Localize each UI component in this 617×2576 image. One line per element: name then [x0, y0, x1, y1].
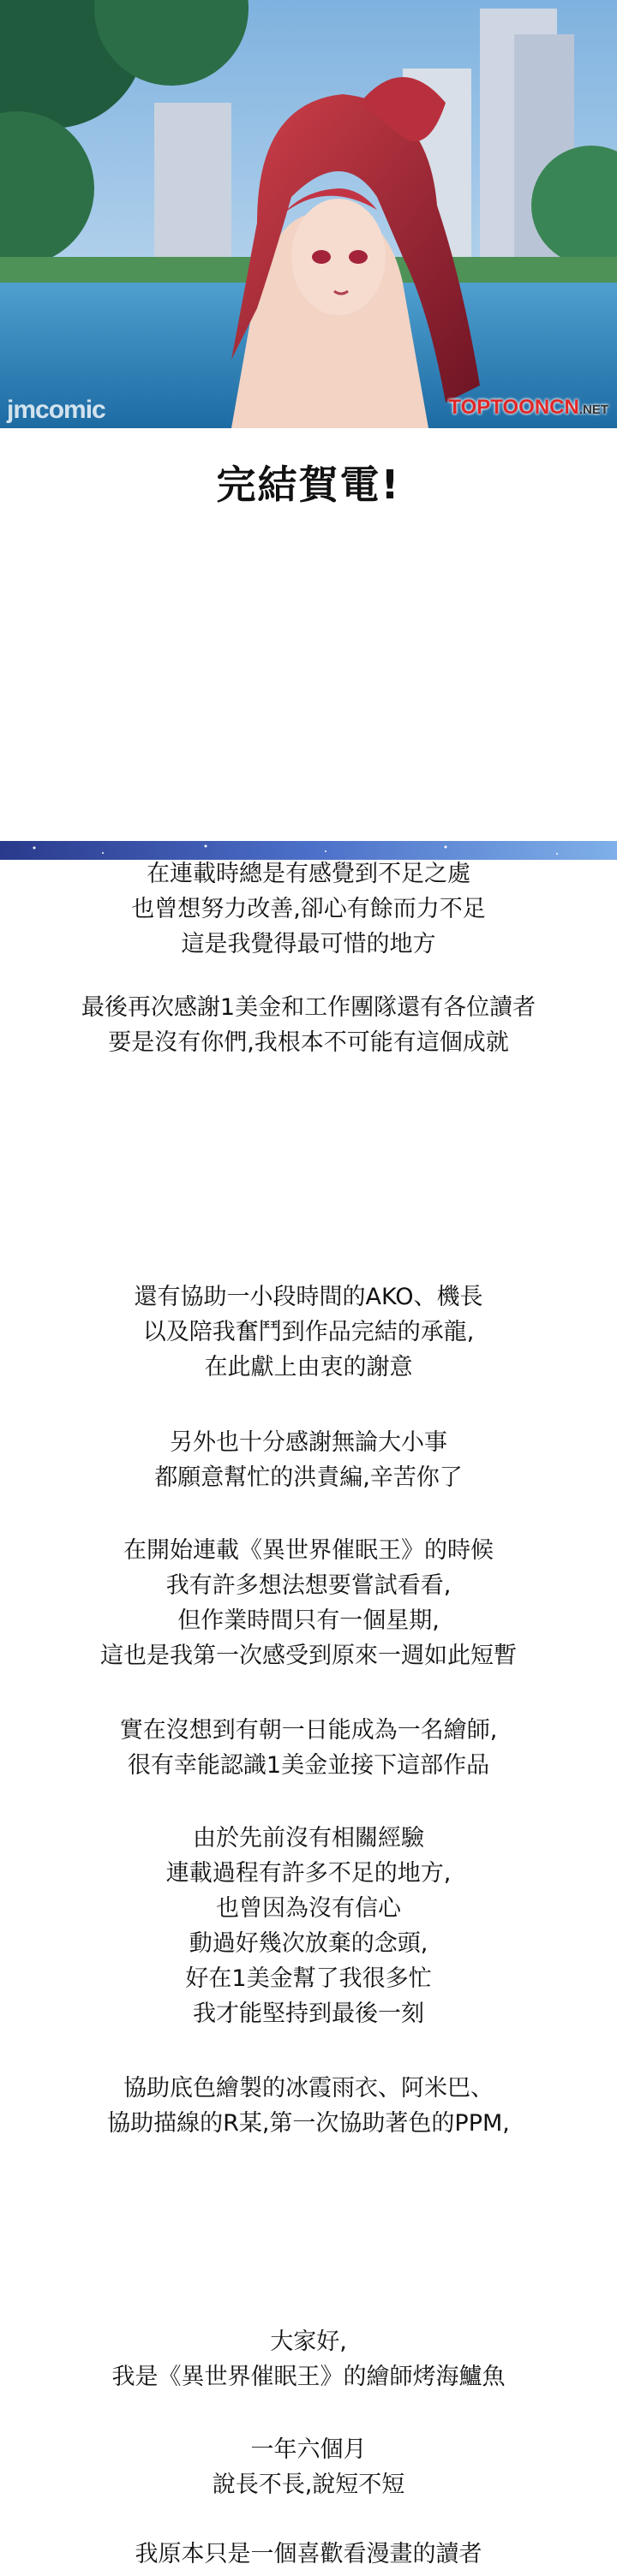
- text-line: 我是《異世界催眠王》的繪師烤海鱸魚: [111, 2364, 506, 2390]
- text-line: 協助底色繪製的冰霞雨衣、阿米巴、: [123, 2075, 494, 2102]
- stanza-8: [0, 2071, 617, 2141]
- stanza-5: [0, 1533, 617, 1673]
- text-line: 連載過程有許多不足的地方,: [165, 1860, 452, 1887]
- stanza-9: [0, 2324, 617, 2394]
- text-line: 這是我覺得最可惜的地方: [181, 931, 436, 957]
- text-line: 我有許多想法想要嘗試看看,: [165, 1572, 452, 1599]
- text-line: 大家好,: [270, 2329, 347, 2355]
- text-line: 也曾因為沒有信心: [216, 1895, 401, 1922]
- text-line: 以及陪我奮鬥到作品完結的承龍,: [142, 1319, 475, 1345]
- text-line: 在連載時總是有感覺到不足之處: [147, 861, 470, 887]
- text-line: 協助描線的R某,第一次協助著色的PPM,: [107, 2110, 510, 2137]
- stanza-2: [0, 990, 617, 1060]
- text-line: 動過好幾次放棄的念頭,: [189, 1930, 428, 1957]
- page-title: 完結賀電!: [216, 462, 401, 508]
- text-line: 好在1美金幫了我很多忙: [185, 1965, 432, 1992]
- stanza-3: [0, 1279, 617, 1385]
- text-line: 我才能堅持到最後一刻: [193, 2001, 424, 2027]
- text-line: 都願意幫忙的洪責編,辛苦你了: [154, 1464, 463, 1491]
- text-line: 還有協助一小段時間的AKO、機長: [134, 1284, 483, 1310]
- stanza-6: [0, 1713, 617, 1783]
- text-line: 另外也十分感謝無論大小事: [170, 1429, 447, 1456]
- text-line: 這也是我第一次感受到原來一週如此短暫: [100, 1643, 517, 1669]
- watermark-right: [448, 396, 608, 420]
- stanza-10: [0, 2432, 617, 2502]
- text-line: 但作業時間只有一個星期,: [177, 1607, 440, 1634]
- stanza-1: [0, 856, 617, 962]
- text-line: 實在沒想到有朝一日能成為一名繪師,: [119, 1717, 498, 1744]
- text-line: 很有幸能認識1美金並接下這部作品: [127, 1752, 490, 1779]
- stanza-11: [0, 2537, 617, 2572]
- text-line: 在此獻上由衷的謝意: [204, 1354, 413, 1380]
- watermark-right-suffix: .NET: [578, 402, 608, 417]
- text-line: 最後再次感謝1美金和工作團隊還有各位讀者: [81, 994, 536, 1021]
- text-line: 在開始連載《異世界催眠王》的時候: [123, 1537, 494, 1564]
- stanza-7: [0, 1821, 617, 2031]
- stanza-4: [0, 1425, 617, 1495]
- watermark-right-text: TOPTOONCN: [448, 396, 579, 419]
- watermark-left: jmcomic: [7, 396, 105, 424]
- text-line: 由於先前沒有相關經驗: [193, 1825, 424, 1852]
- text-line: 說長不長,說短不短: [212, 2472, 405, 2498]
- text-line: 要是沒有你們,我根本不可能有這個成就: [108, 1029, 509, 1056]
- text-line: 我原本只是一個喜歡看漫畫的讀者: [135, 2541, 482, 2567]
- text-line: 也曾想努力改善,卻心有餘而力不足: [131, 896, 486, 922]
- text-line: 一年六個月: [250, 2436, 367, 2463]
- cover-illustration: [0, 0, 617, 428]
